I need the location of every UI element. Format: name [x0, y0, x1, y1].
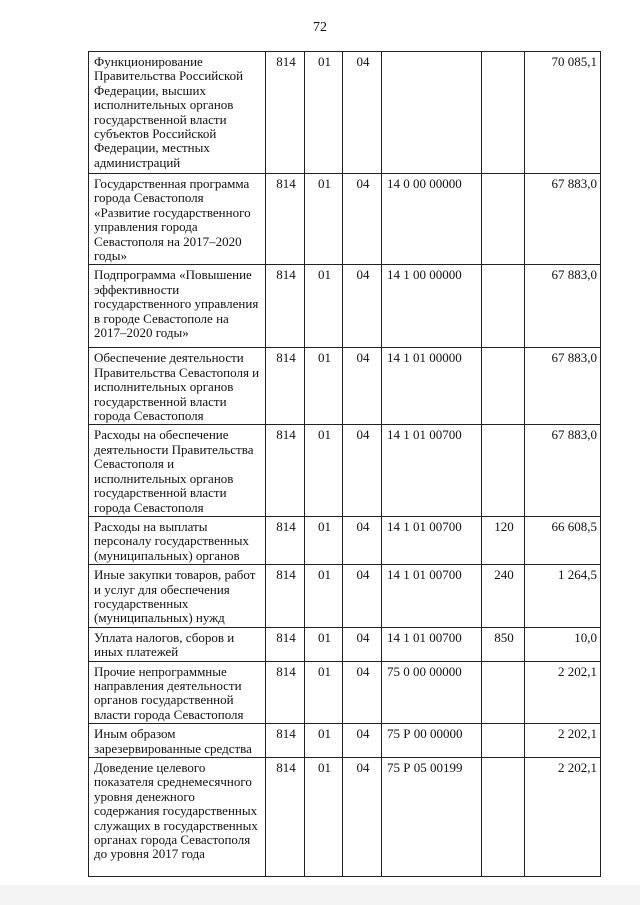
ved-code: 814 [266, 52, 305, 174]
row-name: Доведение целевого показателя среднемесячного уровня денежного содержания государственных служащих в государственных органах города Севастополя до уровня 2017 года [89, 758, 266, 877]
row-name: Расходы на выплаты персоналу государственных (муниципальных) органов [89, 516, 266, 564]
table-row [89, 661, 601, 724]
expense-type-code [482, 52, 525, 174]
ved-code: 814 [266, 565, 305, 628]
ved-code: 814 [266, 265, 305, 348]
ved-code: 814 [266, 348, 305, 425]
subsection-code: 04 [343, 758, 382, 877]
section-code: 01 [305, 516, 343, 564]
budget-table [88, 51, 601, 877]
ved-code: 814 [266, 425, 305, 516]
section-code: 01 [305, 174, 343, 265]
target-article-code: 75 Р 05 00199 [382, 758, 482, 877]
target-article-code: 14 1 00 00000 [382, 265, 482, 348]
section-code: 01 [305, 425, 343, 516]
target-article-code: 14 1 01 00700 [382, 627, 482, 661]
amount: 10,0 [525, 627, 601, 661]
target-article-code: 75 0 00 00000 [382, 661, 482, 724]
ved-code: 814 [266, 661, 305, 724]
amount: 67 883,0 [525, 265, 601, 348]
subsection-code: 04 [343, 348, 382, 425]
section-code: 01 [305, 348, 343, 425]
table-row [89, 627, 601, 661]
section-code: 01 [305, 265, 343, 348]
amount: 70 085,1 [525, 52, 601, 174]
expense-type-code [482, 724, 525, 758]
row-name: Прочие непрограммные направления деятельности органов государственной власти города Севастополя [89, 661, 266, 724]
amount: 66 608,5 [525, 516, 601, 564]
table-row [89, 516, 601, 564]
row-name: Иным образом зарезервированные средства [89, 724, 266, 758]
subsection-code: 04 [343, 52, 382, 174]
table-row [89, 758, 601, 877]
section-code: 01 [305, 52, 343, 174]
table-row [89, 724, 601, 758]
table-row [89, 265, 601, 348]
subsection-code: 04 [343, 174, 382, 265]
expense-type-code [482, 758, 525, 877]
section-code: 01 [305, 758, 343, 877]
expense-type-code: 850 [482, 627, 525, 661]
target-article-code: 14 1 01 00700 [382, 425, 482, 516]
row-name: Уплата налогов, сборов и иных платежей [89, 627, 266, 661]
expense-type-code [482, 661, 525, 724]
expense-type-code [482, 174, 525, 265]
subsection-code: 04 [343, 627, 382, 661]
target-article-code: 14 1 01 00000 [382, 348, 482, 425]
ved-code: 814 [266, 758, 305, 877]
target-article-code: 75 Р 00 00000 [382, 724, 482, 758]
table-row [89, 174, 601, 265]
amount: 2 202,1 [525, 661, 601, 724]
subsection-code: 04 [343, 265, 382, 348]
ved-code: 814 [266, 627, 305, 661]
expense-type-code [482, 265, 525, 348]
subsection-code: 04 [343, 425, 382, 516]
amount: 67 883,0 [525, 425, 601, 516]
subsection-code: 04 [343, 661, 382, 724]
subsection-code: 04 [343, 516, 382, 564]
section-code: 01 [305, 627, 343, 661]
target-article-code [382, 52, 482, 174]
target-article-code: 14 0 00 00000 [382, 174, 482, 265]
section-code: 01 [305, 565, 343, 628]
target-article-code: 14 1 01 00700 [382, 565, 482, 628]
row-name: Иные закупки товаров, работ и услуг для обеспечения государственных (муниципальных) нужд [89, 565, 266, 628]
amount: 67 883,0 [525, 174, 601, 265]
expense-type-code: 120 [482, 516, 525, 564]
expense-type-code [482, 348, 525, 425]
page-number: 72 [313, 20, 327, 35]
row-name: Государственная программа города Севастополя «Развитие государственного управления города Севастополя на 2017–2020 годы» [89, 174, 266, 265]
table-row [89, 348, 601, 425]
table-row [89, 425, 601, 516]
target-article-code: 14 1 01 00700 [382, 516, 482, 564]
table-row [89, 565, 601, 628]
section-code: 01 [305, 661, 343, 724]
amount: 2 202,1 [525, 758, 601, 877]
subsection-code: 04 [343, 565, 382, 628]
page-bottom-edge [0, 885, 640, 905]
subsection-code: 04 [343, 724, 382, 758]
expense-type-code [482, 425, 525, 516]
row-name: Функционирование Правительства Российской Федерации, высших исполнительных органов государственной власти субъектов Российской Федерации, местных администраций [89, 52, 266, 174]
row-name: Расходы на обеспечение деятельности Правительства Севастополя и исполнительных органов государственной власти города Севастополя [89, 425, 266, 516]
section-code: 01 [305, 724, 343, 758]
ved-code: 814 [266, 516, 305, 564]
row-name: Подпрограмма «Повышение эффективности государственного управления в городе Севастополе на 2017–2020 годы» [89, 265, 266, 348]
ved-code: 814 [266, 174, 305, 265]
ved-code: 814 [266, 724, 305, 758]
expense-type-code: 240 [482, 565, 525, 628]
amount: 1 264,5 [525, 565, 601, 628]
row-name: Обеспечение деятельности Правительства Севастополя и исполнительных органов государственной власти города Севастополя [89, 348, 266, 425]
amount: 67 883,0 [525, 348, 601, 425]
amount: 2 202,1 [525, 724, 601, 758]
table-row [89, 52, 601, 174]
